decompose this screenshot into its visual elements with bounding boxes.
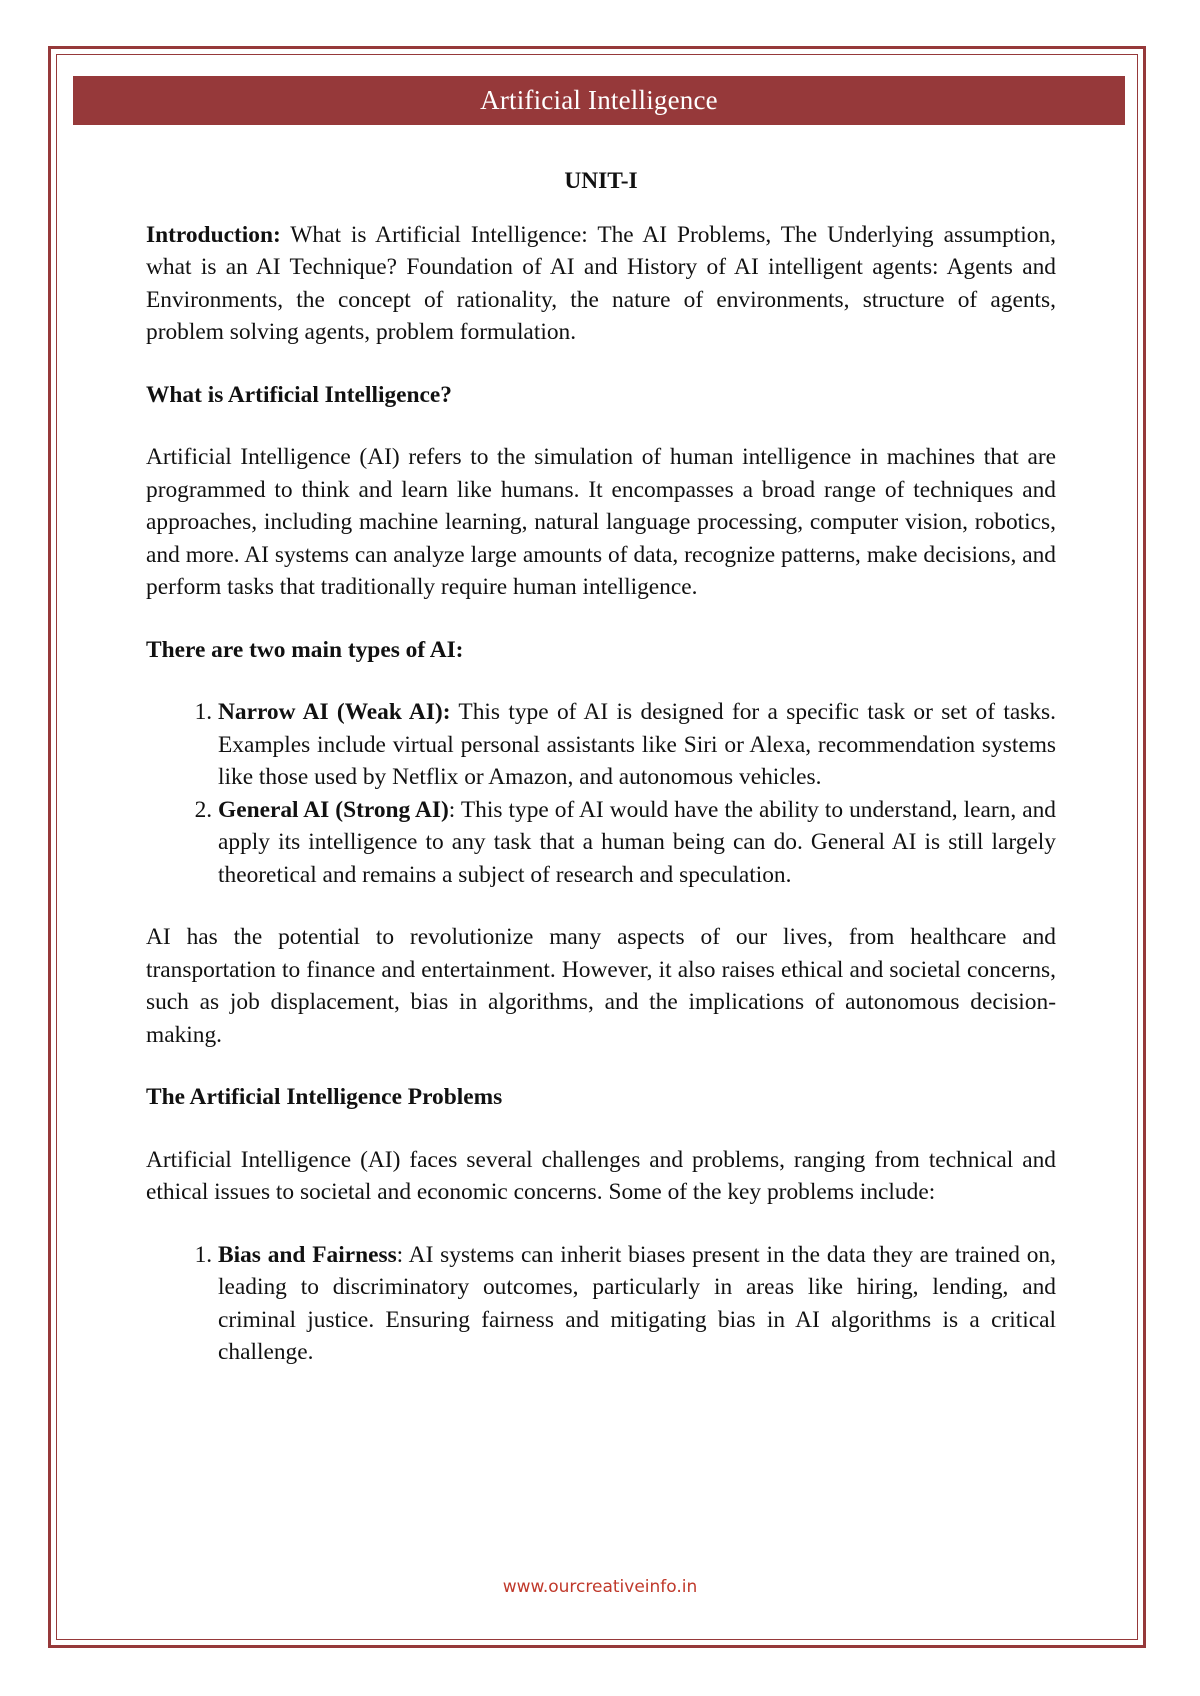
list-item <box>218 1239 1056 1369</box>
header-bar <box>73 76 1125 125</box>
intro-label: Introduction: <box>146 221 281 248</box>
list-item <box>218 696 1056 794</box>
section-heading-ai-problems: The Artificial Intelligence Problems <box>146 1084 503 1110</box>
list-item-text: : AI systems can inherit biases present in the data they are trained on, leading to discriminatory outcomes, particularly in areas like hiring, lending, and criminal justice. Ensuring fairness and mitigating bias in AI algorithms is a critical challenge. <box>218 1241 1056 1365</box>
intro-text: What is Artificial Intelligence: The AI Problems, The Underlying assumption, what is an AI Technique? Foundation of AI and History of AI intelligent agents: Agents and Environments, the concept of rationality, the nature of environments, structure of agents, problem solving agents, problem formulation. <box>146 221 1056 345</box>
section-heading-what-is-ai: What is Artificial Intelligence? <box>146 381 452 408</box>
intro-paragraph <box>146 219 1056 349</box>
header-title: Artificial Intelligence <box>480 85 718 115</box>
list-item-text: : This type of AI would have the ability to understand, learn, and apply its intelligence to any task that a human being can do. General AI is still largely theoretical and remains a subject of research and speculation. <box>218 796 1056 888</box>
list-item-label: General AI (Strong AI) <box>218 796 449 823</box>
ai-potential-paragraph: AI has the potential to revolutionize many aspects of our lives, from healthcare and transportation to finance and entertainment. However, it also raises ethical and societal concerns, such as job displacement, bias in algorithms, and the implications of autonomous decision-making. <box>146 924 1056 1048</box>
what-is-ai-paragraph: Artificial Intelligence (AI) refers to the simulation of human intelligence in machines that are programmed to think and learn like humans. It encompasses a broad range of techniques and approaches, including machine learning, natural language processing, computer vision, robotics, and more. AI systems can analyze large amounts of data, recognize patterns, make decisions, and perform tasks that traditionally require human intelligence. <box>146 444 1056 600</box>
list-item <box>218 794 1056 892</box>
types-list <box>146 696 1056 891</box>
ai-problems-paragraph: Artificial Intelligence (AI) faces several challenges and problems, ranging from technical and ethical issues to societal and economic concerns. Some of the key problems include: <box>146 1146 1056 1205</box>
document-body <box>146 165 1056 1399</box>
list-item-text: This type of AI is designed for a specific task or set of tasks. Examples include virtual personal assistants like Siri or Alexa, recommendation systems like those used by Netflix or Amazon, and autonomous vehicles. <box>218 699 1056 790</box>
problems-list <box>146 1239 1056 1369</box>
list-item-label: Bias and Fairness <box>218 1241 397 1268</box>
section-heading-types: There are two main types of AI: <box>146 636 464 663</box>
unit-title: UNIT-I <box>564 168 638 194</box>
list-item-label: Narrow AI (Weak AI): <box>218 699 451 725</box>
footer-url: www.ourcreativeinfo.in <box>502 1577 698 1597</box>
